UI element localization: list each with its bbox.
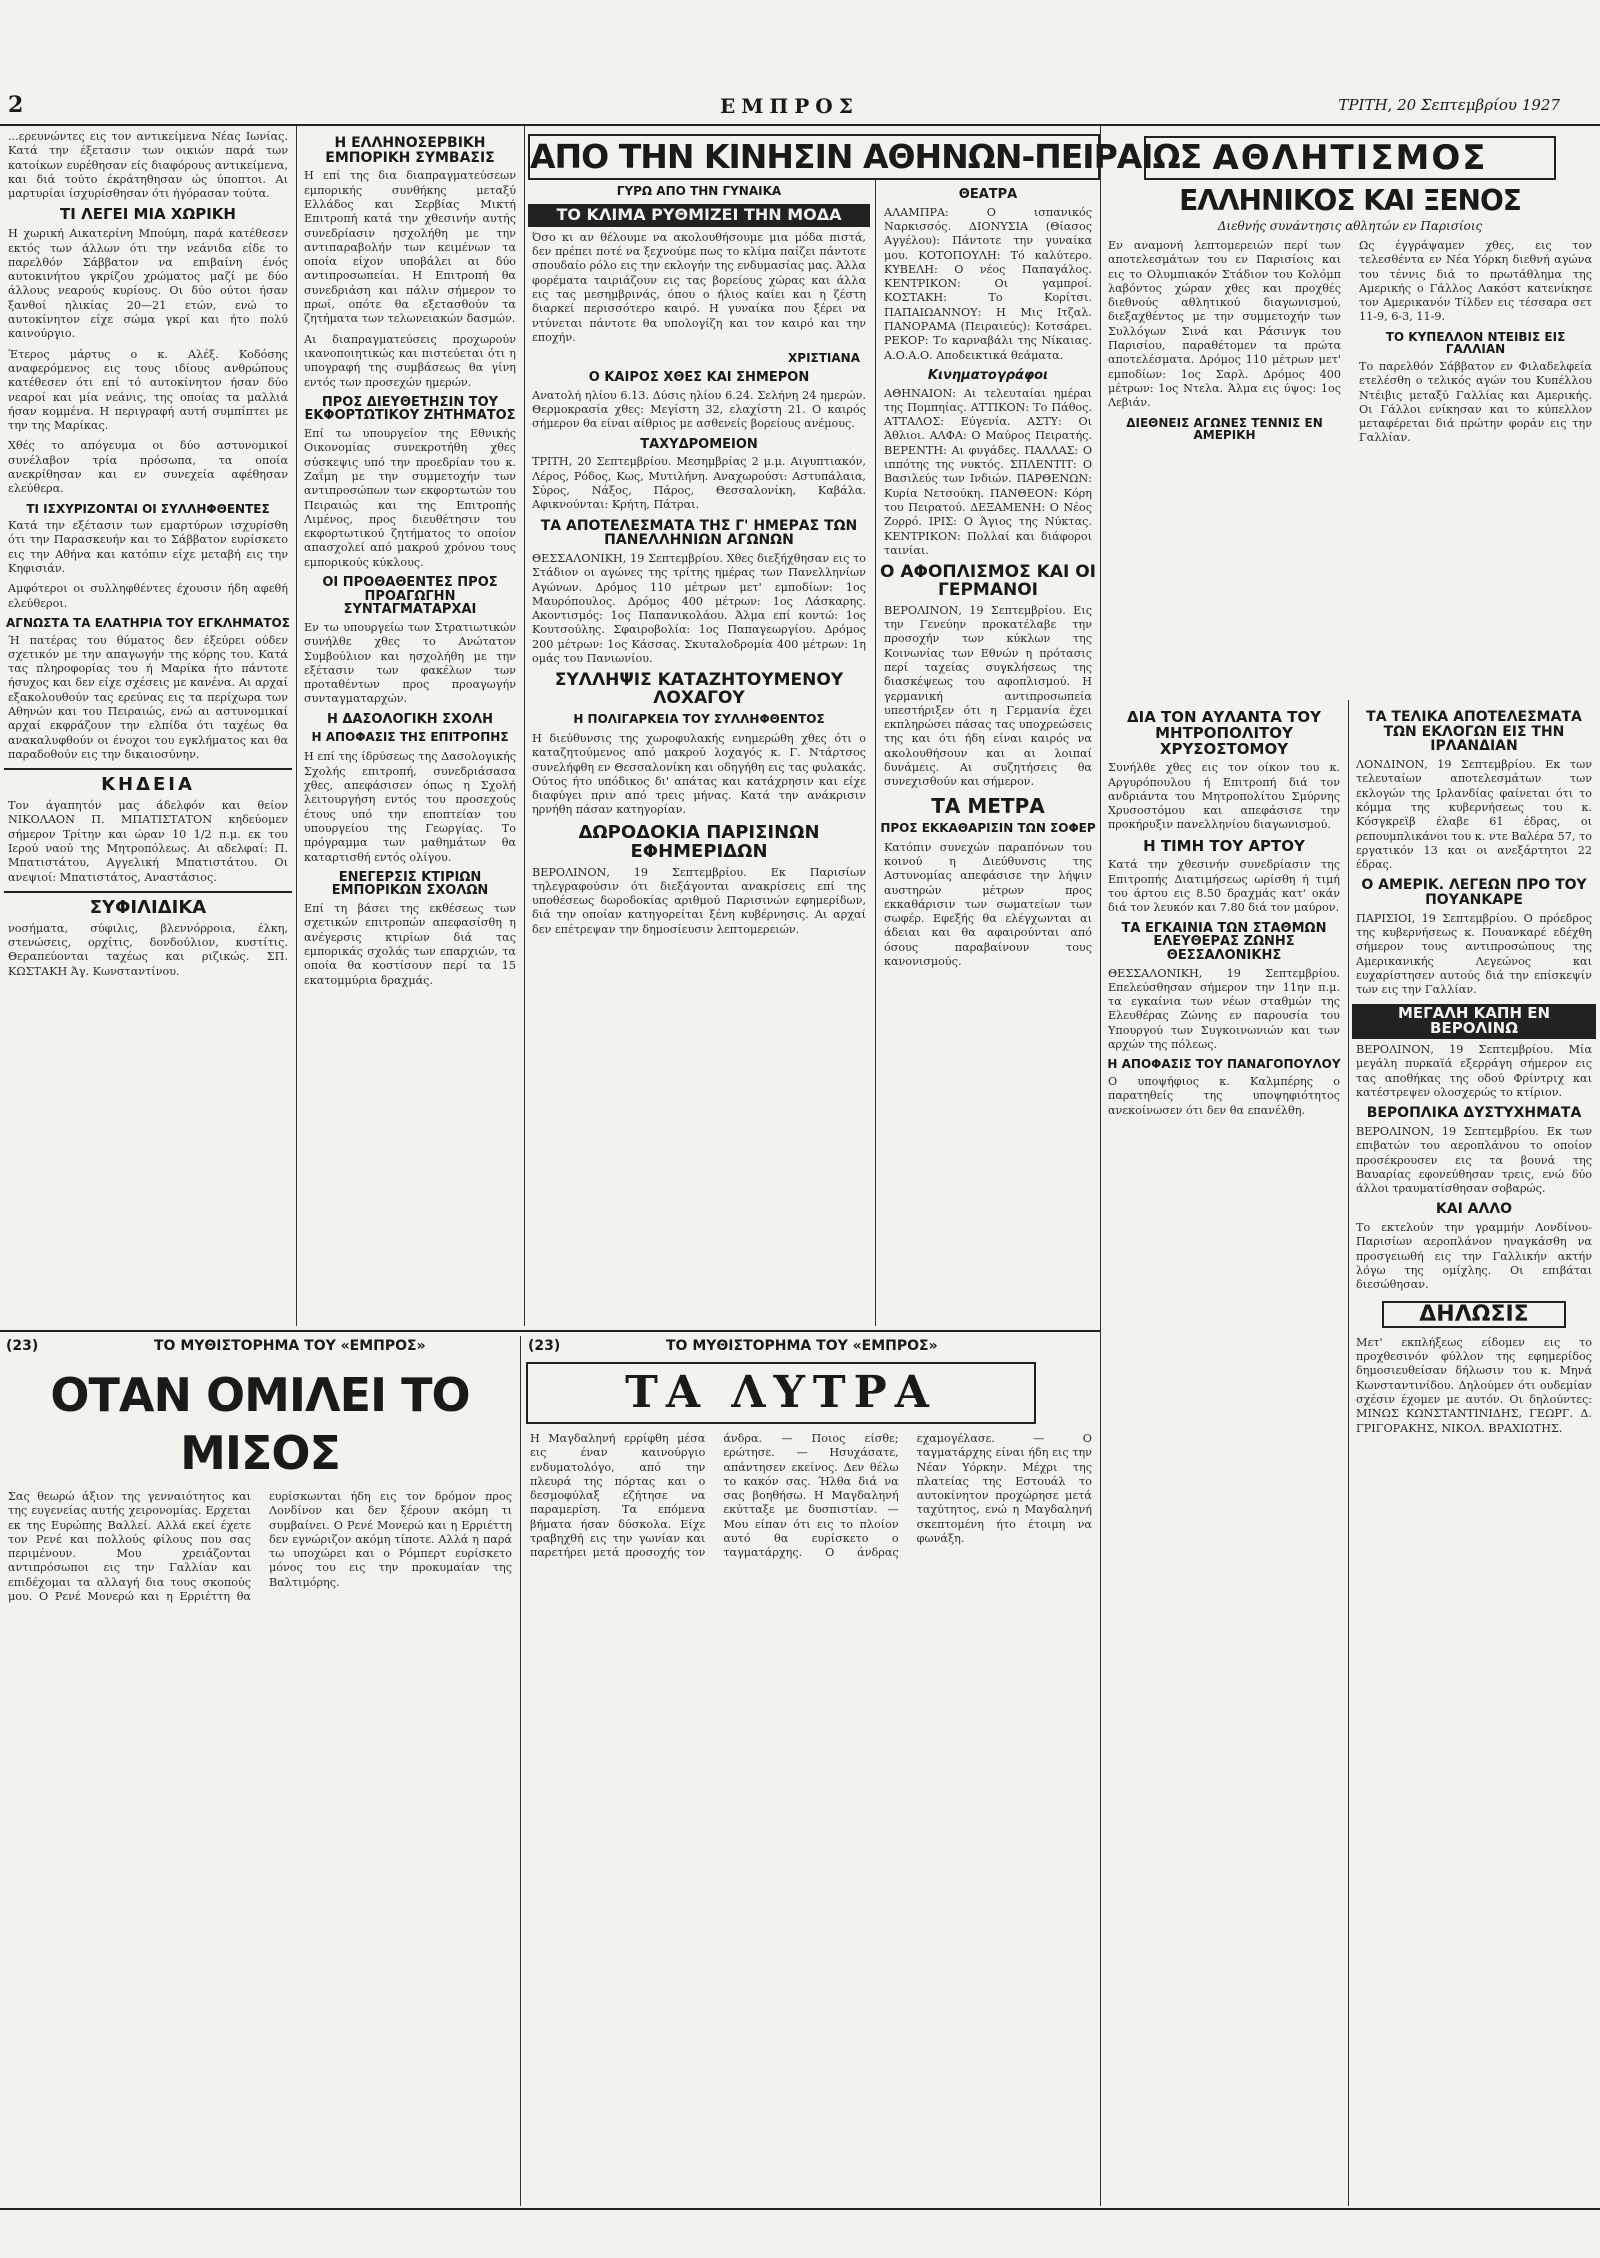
headline: Ο ΚΑΙΡΟΣ ΧΘΕΣ ΚΑΙ ΣΗΜΕΡΟΝ — [588, 370, 810, 386]
issue-date: ΤΡΙΤΗ, 20 Σεπτεμβρίου 1927 — [1338, 96, 1560, 114]
column-2 — [300, 130, 520, 1326]
page-number: 2 — [8, 92, 24, 118]
article-text: Όσο κι αν θέλουμε να ακολουθήσουμε μια μόδα πιστά, δεν πρέπει ποτέ να ξεχνούμε πως το κλίμα παίζει πάντοτε σπουδαίο ρόλο εις την εκλογήν της ενδυμασίας μας. Άλλα φορέματα ταιριάζουν εις τας βορείους χώρας και άλλα εις τας μεσημβρινάς, όπου ο ήλιος καίει και η ζέστη διαρκεί περισσότερο καιρό. Η γυναίκα που ξέρει να ντύνεται πάντοτε θα υπολογίζη και τον καιρό και την εποχήν. — [532, 230, 866, 344]
article-text: Επί τω υπουργείον της Εθνικής Οικονομίας συνεκροτήθη χθες σύσκεψις υπό την προεδρίαν του κ. Ζαΐμη με την συμμετοχήν των αντιπροσώπων των εκφορτωτών του Πειραιώς και της Επιτροπής Λιμένος, προς διευθέτησιν του εκφορτωτικού ζητήματος το οποίον απασχολεί από μακρού χρόνου τους εμπορικούς κύκλους. — [304, 427, 516, 569]
headline: Η ΤΙΜΗ ΤΟΥ ΑΡΤΟΥ — [1143, 836, 1305, 855]
article-text: Ο υποψήφιος κ. Καλμπέρης ο παρατηθείς της υποψηφιότητος ανεκοίνωσεν ότι δεν θα επανέλθη. — [1108, 1074, 1340, 1117]
headline: ΔΙΕΘΝΕΙΣ ΑΓΩΝΕΣ ΤΕΝΝΙΣ ΕΝ ΑΜΕΡΙΚΗ — [1126, 415, 1323, 443]
advert-text: νοσήματα, σύφιλις, βλεννόρροια, έλκη, στενώσεις, ορχίτις, δονδούλιον, κυστίτις. Θεραπεύονται ταχέως και ριζικώς. ΣΠ. ΚΩΣΤΑΚΗ Άγ. Κωνσταντίνου. — [8, 921, 288, 978]
article-text: Το παρελθόν Σάββατον εν Φιλαδελφεία ετελέσθη ο τελικός αγών του Κυπέλλου Ντέιβις μεταξύ Γαλλίας και Αμερικής. Οι Γάλλοι ενίκησαν και το κύπελλον μεταφέρεται διά πρώτην φοράν εις την Γαλλίαν. — [1359, 359, 1592, 445]
headline: ΟΙ ΠΡΟΘΑΘΕΝΤΕΣ ΠΡΟΣ ΠΡΟΑΓΩΓΗΝ ΣΥΝΤΑΓΜΑΤΑΡΧΑΙ — [322, 575, 498, 618]
listing-text: ΑΘΗΝΑΙΟΝ: Αι τελευταίαι ημέραι της Πομπηίας. ΑΤΤΙΚΟΝ: Το Πάθος. ΑΤΤΑΛΟΣ: Εύγενία. ΑΣΤΥ: Οι Άθλιοι. ΑΛΦΑ: Ο Μαύρος Πειρατής. ΒΕΡΕΝΤΗ: Αι φυγάδες. ΠΑΛΛΑΣ: Ο ιππότης της νυκτός. ΣΠΛΕΝΤΙΤ: Ο Βασιλεύς των Ινδιών. ΠΑΡΘΕΝΩΝ: Κυρία Νετσούκη. ΠΑΝΘΕΟΝ: Κόρη του Πειρατού. ΔΕΞΑΜΕΝΗ: Ο Νέος Ζορρό. ΙΡΙΣ: Ο Άγιος της Νύκτας. ΚΕΝΤΡΙΚΟΝ: Πολλαί και διάφοροι ταινίαι. — [884, 386, 1092, 557]
subheadline: Η ΠΟΛΙΓΑΡΚΕΙΑ ΤΟΥ ΣΥΛΛΗΦΘΕΝΤΟΣ — [573, 711, 825, 726]
serial-label: ΤΟ ΜΥΘΙΣΤΟΡΗΜΑ ΤΟΥ «ΕΜΠΡΟΣ» — [154, 1338, 426, 1354]
funeral-notice-text: Τον άγαπητόν μας άδελφόν και θείον ΝΙΚΟΛΑΟΝ Π. ΜΠΑΤΙΣΤΑΤΟΝ κηδεύομεν σήμερον Τρίτην και ώραν 10 1/2 π.μ. εκ του Ιερού ναού της Μητροπόλεως. Αι αδελφαί: Π. Μπατιστάτου, Αγγελική Μπατιστάτου. Οι ανεψιοί: Μπατιστάτος, Αναστάσιος. — [8, 799, 288, 884]
footer-rule — [0, 2208, 1600, 2210]
headline: ΜΕΓΑΛΗ ΚΑΠΗ ΕΝ ΒΕΡΟΛΙΝΩ — [1352, 1004, 1596, 1040]
article-text: ΒΕΡΟΛΙΝΟΝ, 19 Σεπτεμβρίου. Εις την Γενεύην προκατέλαβε την προσοχήν των κύκλων της Κοινωνίας των Εθνών η πρότασις περί ταχείας συγκλήσεως της διασκέψεως του αφοπλισμού. Η γερμανική αντιπροσωπεία υπεστήριξεν ότι η Γερμανία έχει εκπληρώσει πάσας τας υποχρεώσεις της και ότι ήδη είναι καιρός να ακολουθήσουν και αι λοιπαί δυνάμεις. Αι συζητήσεις θα συνεχισθούν και σήμερον. — [884, 603, 1092, 789]
article-text: ΒΕΡΟΛΙΝΟΝ, 19 Σεπτεμβρίου. Εκ Παρισίων τηλεγραφούσιν ότι διεξάγονται ανακρίσεις επί της υποθέσεως δωροδοκίας αριθμού Παρισινών εφημερίδων, διά την οποίαν κατηγορείται ξένη κυβέρνησις. Αι αρχαί δεν επέτρεψαν την δημοσίευσιν λεπτομερειών. — [532, 865, 866, 936]
article-text: ΛΟΝΔΙΝΟΝ, 19 Σεπτεμβρίου. Εκ των τελευταίων αποτελεσμάτων των εκλογών της Ιρλανδίας φαίνεται ότι το κόμμα της κυβερνήσεως του κ. Κόσγκρεϊβ έλαβε 61 έδρας, οι ρεπουμπλικάνοι του κ. ντε Βαλέρα 57, το εργατικόν 13 και οι ανεξάρτητοι 22 έδρας. — [1356, 758, 1592, 872]
advert-title: ΣΥΦΙΛΙΔΙΚΑ — [89, 896, 207, 918]
sports-title: ΑΘΛΗΤΙΣΜΟΣ — [1144, 136, 1556, 180]
column-3 — [528, 182, 870, 1326]
section-label: ΓΥΡΩ ΑΠΟ ΤΗΝ ΓΥΝΑΙΚΑ — [616, 184, 782, 198]
column-6 — [1352, 704, 1596, 2204]
column-rule — [1100, 126, 1101, 2206]
article-text: Επί τη βάσει της εκθέσεως των σχετικών επιτροπών απεφασίσθη η ανέγερσις κτιρίων διά τας εμπορικάς σχολάς των επαρχιών, τα οποία θα κοστίσουν περί τα 15 εκατομμύρια δραχμάς. — [304, 902, 516, 987]
column-5 — [1104, 704, 1344, 1824]
headline: ΔΙΑ ΤΟΝ ΑΥΛΑΝΤΑ ΤΟΥ ΜΗΤΡΟΠΟΛΙΤΟΥ ΧΡΥΣΟΣΤΟΜΟΥ — [1127, 708, 1321, 758]
serial-title: ΟΤΑΝ ΟΜΙΛΕΙ ΤΟ ΜΙΣΟΣ — [50, 1368, 470, 1480]
sports-lead: Διεθνής συνάντησις αθλητών εν Παρισίοις — [1217, 219, 1483, 233]
article-text: Εν τω υπουργείω των Στρατιωτικών συνήλθε χθες το Ανώτατον Συμβούλιον και ησχολήθη με την εξέτασιν των φακέλων των προταθέντων προς προαγωγήν συνταγματαρχών. — [304, 621, 516, 706]
article-text: ...ερευνώντες εις τον αντικείμενα Νέας Ιωνίας. Κατά την έξετασιν των οικιών παρά των κατοίκων ευρέθησαν είς διαφόρους αντικείμενα, και διά τούτο έκράτηθησαν ώς ύποπτοι. Αι μαρτυρίαι ίσχυρίσθησαν ότι ήγόρασαν τούτα. — [8, 130, 288, 201]
sports-section — [1104, 130, 1596, 700]
article-text: Μετ' εκπλήξεως είδομεν εις το προχθεσινόν φύλλον της εφημερίδος δημοσιευθείσαν δήλωσιν του κ. Μηνά Κωνσταντινίδου. Δηλούμεν ότι ουδεμίαν σχέσιν έχομεν με αυτόν. Οι δηλούντες: ΜΙΝΩΣ ΚΩΝΣΤΑΝΤΙΝΙΔΗΣ, ΓΕΩΡΓ. Δ. ΓΡΙΓΟΡΑΚΗΣ, ΝΙΚΟΛ. ΒΡΑΧΙΩΤΗΣ. — [1356, 1335, 1592, 1435]
article-text: Συνήλθε χθες εις τον οίκον του κ. Αργυρόπουλου ή Επιτροπή διά τον ανδριάντα του Μητροπολίτου Σμύρνης Χρυσοστόμου και απεφάσισε την προκήρυξιν πανελληνίου διαγωνισμού. — [1108, 761, 1340, 832]
article-text: Κατά την εξέτασιν των εμαρτύρων ισχυρίσθη ότι την Παρασκευήν και το Σάββατον ευρίσκετο εις την Αθήνα και κατόπιν είχε μεταβή εις την Κηφισιάν. — [8, 519, 288, 576]
headline: Ο ΑΜΕΡΙΚ. ΛΕΓΕΩΝ ΠΡΟ ΤΟΥ ΠΟΥΑΝΚΑΡΕ — [1361, 877, 1587, 909]
headline: ΤΟ ΚΥΠΕΛΛΟΝ ΝΤΕΙΒΙΣ ΕΙΣ ΓΑΛΛΙΑΝ — [1385, 329, 1566, 357]
article-text: Αι διαπραγματεύσεις προχωρούν ικανοποιητικώς και πιστεύεται ότι η υπογραφή της συμβάσεως θα γίνη εντός των προσεχών ημερών. — [304, 332, 516, 389]
page-header — [0, 92, 1600, 122]
column-rule — [1348, 700, 1349, 2206]
headline: Η ΑΠΟΦΑΣΙΣ ΤΟΥ ΠΑΝΑΓΟΠΟΥΛΟΥ — [1107, 1057, 1341, 1072]
subheadline: ΠΡΟΣ ΕΚΚΑΘΑΡΙΣΙΝ ΤΩΝ ΣΟΦΕΡ — [880, 820, 1096, 835]
article-text: Κατά την χθεσινήν συνεδρίασιν της Επιτροπής Διατιμήσεως ωρίσθη ή τιμή του άρτου εις 8.50 δραχμάς κατ' οκάν διά τον λευκόν και 7.80 διά τον μαύρον. — [1108, 858, 1340, 915]
serial-text: Σας θεωρώ άξιον της γενναιότητος και της ευγενείας αυτής χειρονομίας. Ερχεται εκ της Ευρώπης Βαλλεί. Αλλά εκεί έχετε τον Ρενέ και πολλούς φίλους που σας περιμένουν. Μου χρειάζονται αντιπρόσωποι εις την Γαλλίαν και επιδέχομαι τα αλλαγή δια τους σκοπούς μου. Ο Ρενέ Μονερώ και η Ερριέττη θα ευρίσκωνται ήδη εις τον δρόμον προς Λονδίνον και δεν ξέρουν ακόμη τι συμβαίνει. Ο Ρενέ Μονερώ και η Ερριέττη δεν εγνώριζον ακόμη τίποτε. Αλλά η παρά τω υποχώρει και ο Ρόμπερτ ευρίσκετο μόνος του εις την προκυμαίαν της Βαλτιμόρης. — [8, 1490, 512, 1604]
headline: ΤΙ ΛΕΓΕΙ ΜΙΑ ΧΩΡΙΚΗ — [60, 205, 236, 224]
column-rule — [524, 126, 525, 1326]
article-text: Η επί της ίδρύσεως της Δασολογικής Σχολής επιτροπή, συνεδριάσασα χθες, απεφάσισεν όπως η Σχολή λειτουργήση εντός του προσεχούς έτους υπό την εποπτείαν του υπουργείου της Γεωργίας. Το πρόγραμμα των μαθημάτων θα καταρτισθή εντός ολίγου. — [304, 750, 516, 864]
section-banner — [528, 134, 1202, 180]
article-text: ΒΕΡΟΛΙΝΟΝ, 19 Σεπτεμβρίου. Μία μεγάλη πυρκαϊά εξερράγη σήμερον εις τας αποθήκας της οδού Φρίντριχ και κατέστρεψεν ολοσχερώς το κτίριον. — [1356, 1043, 1592, 1099]
byline: ΧΡΙΣΤΙΑΝΑ — [788, 351, 860, 366]
serial-text: Η Μαγδαληνή ερρίφθη μέσα εις έναν καινούργιο ενδυματολόγο, από την πλευρά της πόρτας και ο δεσμοφύλαξ εζήτησε να παραμερίση. Τα επόμενα βήματα ήσαν δύσκολα. Είχε τραβηχθή εις την γωνίαν και παρετήρει μετά προσοχής τον άνδρα. — Ποιος είσθε; ερώτησε. — Ησυχάσατε, απάντησεν εκείνος. Δεν θέλω το κακόν σας. Ήλθα διά να σας βοηθήσω. Η Μαγδαληνή εκύτταξε με δυσπιστίαν. — Μου είπαν ότι εις το πλοίον αυτό θα ευρίσκετο ο ταγματάρχης. Ο άνδρας εχαμογέλασε. — Ο ταγματάρχης είναι ήδη εις την Νέαν Υόρκην. Μέχρι της πλατείας της Εστουάλ το αυτοκίνητον προχώρησε μετά ταχύτητος, ενώ η Μαγδαληνή σκεπτομένη ήτο έτοιμη να φωνάξη. — [530, 1432, 1092, 1560]
headline: ΤΑ ΜΕΤΡΑ — [931, 793, 1045, 818]
headline: ΤΑ ΤΕΛΙΚΑ ΑΠΟΤΕΛΕΣΜΑΤΑ ΤΩΝ ΕΚΛΟΓΩΝ ΕΙΣ ΤΗΝ ΙΡΛΑΝΔΙΑΝ — [1366, 709, 1582, 755]
banner-title: ΑΠΟ ΤΗΝ ΚΙΝΗΣΙΝ ΑΘΗΝΩΝ-ΠΕΙΡΑΙΩΣ — [530, 137, 1202, 176]
article-text: ΤΡΙΤΗ, 20 Σεπτεμβρίου. Μεσημβρίας 2 μ.μ. Αιγυπτιακόν, Λέρος, Ρόδος, Κως, Μυτιλήνη. Αναχωρούσι: Αστυπάλαια, Σύρος, Νάξος, Πάρος, Θεσσαλονίκη, Καβάλα. Αφικνούνται: Κρήτη, Πάτραι. — [532, 455, 866, 512]
column-rule — [875, 180, 876, 1326]
article-text: Η επί της δια διαπραγματεύσεων εμπορικής συνθήκης μεταξύ Ελλάδος και Σερβίας Μικτή Επιτροπή κατά την χθεσινήν αυτής συνεδρίασιν ησχολήθη με την αντιπαραβολήν των κειμένων τα οποία είχον υποβάλει αι δύο αντιπροσωπείαι. Η Επιτροπή θα συνεδριάση και πάλιν σήμερον το πρωί, οπότε θα εξετασθούν τα ζητήματα των τελωνειακών δασμών. — [304, 169, 516, 326]
headline: Κινηματογράφοι — [927, 367, 1049, 383]
article-text: Χθές το απόγευμα οι δύο αστυνομικοί συνέλαβον τρία πρόσωπα, τα οποία ανεκρίθησαν και εν συνεχεία αφέθησαν ελεύθερα. — [8, 439, 288, 496]
article-text: ΒΕΡΟΛΙΝΟΝ, 19 Σεπτεμβρίου. Εκ των επιβατών του αεροπλάνου το οποίον προσέκρουσεν εις τα βουνά της Βαυαρίας εφονεύθησαν τρεις, ενώ δύο άλλοι τραυματίσθησαν σοβαρώς. — [1356, 1124, 1592, 1196]
serial-label: ΤΟ ΜΥΘΙΣΤΟΡΗΜΑ ΤΟΥ «ΕΜΠΡΟΣ» — [666, 1338, 938, 1354]
serial-number: (23) — [6, 1338, 39, 1354]
serial-novel-1 — [4, 1336, 516, 2206]
headline: ΠΡΟΣ ΔΙΕΥΘΕΤΗΣΙΝ ΤΟΥ ΕΚΦΟΡΤΩΤΙΚΟΥ ΖΗΤΗΜΑΤΟΣ — [304, 394, 516, 424]
article-text: Το εκτελούν την γραμμήν Λονδίνου-Παρισίων αεροπλάνον ηναγκάσθη να προσγειωθή εις την Γαλλικήν ακτήν λόγω της ομίχλης. Οι επιβάται διεσώθησαν. — [1356, 1221, 1592, 1292]
headline: ΒΕΡΟΠΛΙΚΑ ΔΥΣΤΥΧΗΜΑΤΑ — [1366, 1105, 1582, 1122]
article-text: Ή πατέρας του θύματος δεν έξεύρει ούδεν σχετικόν με την απαγωγήν της κόρης του. Κατά τας πληροφορίας του ή Μαρίκα ήτο πάντοτε ήσυχος και δεν είχε σχέσεις με κανένα. Αι αρχαί εξακολουθούν τας ερεύνας εις τα περίχωρα των Αθηνών και του Πειραιώς, ενώ αι αστυνομικαί αρχαί εκφράζουν την ελπίδα ότι ταχέως θα ανακαλυφθούν οι ένοχοι του εγκλήματος και θα παραδοθούν εις την δικαιοσύνην. — [8, 633, 288, 761]
article-text: Αμφότεροι οι συλληφθέντες έχουσιν ήδη αφεθή ελεύθεροι. — [8, 582, 288, 610]
article-text: Έτερος μάρτυς ο κ. Αλέξ. Κοδόσης αναφερόμενος εις τους ιδίους ανθρώπους κατέθεσεν ότι επί τό αυτοκίνητον ήσαν δύο νεαροί και μία νεάνις, της οποίας τα μαλλιά ήσαν κομμένα. Η περιγραφή αυτή συμπίπτει με την της Μαρίκας. — [8, 347, 288, 433]
article-text: ΘΕΣΣΑΛΟΝΙΚΗ, 19 Σεπτεμβρίου. Χθες διεξήχθησαν εις το Στάδιον οι αγώνες της τρίτης ημέρας των Πανελληνίων Αγώνων. Δρόμος 110 μέτρων μετ' εμποδίων: 1ος Μαυρόπουλος. Δρόμος 400 μέτρων: 1ος Λάσκαρης. Ακοντισμός: 1ος Παπανικολάου. Άλμα επί κοντώ: 1ος Κουτσούλης. Σφαιροβολία: 1ος Παπαγεωργίου. Δρόμος 200 μέτρων: 1ος Κάσσας. Σκυταλοδρομία 400 μέτρων: 1η ομάς του Πανιωνίου. — [532, 551, 866, 665]
article-text: Η χωρική Αικατερίνη Μπούμη, παρά κατέθεσεν εκτός των άλλων ότι την νεάνιδα είδε το παρελθόν Σάββατον να επιβαίνη ένός αυτοκινήτου γκρίζου χρώματος μαζί με δύο άλλους νεαρούς κυρίους. Οι δύο ούτοι ήσαν ξανθοί ηλικίας 20—21 ετών, ενώ το αυτοκίνητον είχε σώμα γκρί και ήτο πολύ καινούργιο. — [8, 227, 288, 341]
article-text: Η διεύθυνσις της χωροφυλακής ενημερώθη χθες ότι ο καταζητούμενος από μακρού λοχαγός κ. Γ. Ντάρτσος συνελήφθη εν Θεσσαλονίκη και οδηγήθη εις τας φυλακάς. Ούτος ήτο υπόδικος δι' απάτας και κατάχρησιν και είχε διαφύγει πριν από τρεις μήνας. Κατά την ανάκρισιν ηρνήθη πάσαν κατηγορίαν. — [532, 731, 866, 817]
headline: ΤΑ ΑΠΟΤΕΛΕΣΜΑΤΑ ΤΗΣ Γ' ΗΜΕΡΑΣ ΤΩΝ ΠΑΝΕΛΛΗΝΙΩΝ ΑΓΩΝΩΝ — [540, 517, 858, 549]
column-rule — [296, 126, 297, 1326]
article-text: ΘΕΣΣΑΛΟΝΙΚΗ, 19 Σεπτεμβρίου. Επελεύσθησαν σήμερον την 11ην π.μ. τα εγκαίνια των νέων σταθμών της Ελευθέρας Ζώνης εν παρουσία του Υπουργού των Συγκοινωνιών και των αρχών της πόλεως. — [1108, 966, 1340, 1052]
headline: ΤΑΧΥΔΡΟΜΕΙΟΝ — [640, 436, 758, 452]
headline: ΤΑ ΕΓΚΑΙΝΙΑ ΤΩΝ ΣΤΑΘΜΩΝ ΕΛΕΥΘΕΡΑΣ ΖΩΝΗΣ ΘΕΣΣΑΛΟΝΙΚΗΣ — [1121, 920, 1327, 963]
article-text: ΠΑΡΙΣΙΟΙ, 19 Σεπτεμβρίου. Ο πρόεδρος της κυβερνήσεως κ. Πουανκαρέ εδέχθη σήμερον τους αντιπροσώπους της Αμερικανικής Λεγεώνος και ευχαρίστησεν αυτούς διά την επίσκεψίν των εις την Γαλλίαν. — [1356, 911, 1592, 997]
sports-subtitle: ΕΛΛΗΝΙΚΟΣ ΚΑΙ ΞΕΝΟΣ — [1179, 184, 1521, 217]
serial-novel-2 — [526, 1336, 1096, 2206]
header-rule — [0, 124, 1600, 126]
headline: ΘΕΑΤΡΑ — [958, 187, 1018, 202]
column-rule — [520, 1336, 521, 2206]
serial-rule — [0, 1330, 1100, 1332]
headline: ΚΑΙ ΑΛΛΟ — [1435, 1201, 1513, 1218]
funeral-notice-title: ΚΗΔΕΙΑ — [101, 774, 195, 796]
listing-text: ΑΛΑΜΠΡΑ: Ο ισπανικός Ναρκισσός. ΔΙΟΝΥΣΙΑ (Θίασος Αγγέλου): Πάντοτε την γυναίκα μου. ΚΟΤΟΠΟΥΛΗ: Τό καλύτερο. ΚΥΒΕΛΗ: Ο νέος Παπαγάλος. ΚΕΝΤΡΙΚΟΝ: Οι γαμπροί. ΚΟΣΤΑΚΗ: Το Κορίτσι. ΠΑΠΑΙΩΑΝΝΟΥ: Η Μις Ιτζαλ. ΠΑΝΟΡΑΜΑ (Πειραιεύς): Κοτσάρει. ΡΕΚΟΡ: Το καρναβάλι της Νίκαιας. Α.Ο.Α.Ο. Αποδεικτικά θεάματα. — [884, 205, 1092, 362]
serial-title: ΤΑ ΛΥΤΡΑ — [625, 1367, 937, 1418]
column-4 — [880, 182, 1096, 1326]
headline: ΤΟ ΚΛΙΜΑ ΡΥΘΜΙΖΕΙ ΤΗΝ ΜΟΔΑ — [528, 204, 870, 227]
serial-number: (23) — [528, 1338, 561, 1354]
headline: Η ΕΛΛΗΝΟΣΕΡΒΙΚΗ ΕΜΠΟΡΙΚΗ ΣΥΜΒΑΣΙΣ — [325, 135, 495, 166]
headline: ΕΝΕΓΕΡΣΙΣ ΚΤΙΡΙΩΝ ΕΜΠΟΡΙΚΩΝ ΣΧΟΛΩΝ — [331, 869, 489, 899]
article-text: Ως έγγράψαμεν χθες, εις τον τελεσθέντα εν Νέα Υόρκη διεθνή αγώνα του τέννις διά το πρωτάθλημα της Αμερικής ο Γάλλος Λακόστ κατενίκησε τον Αμερικανόν Τίλδεν εις τέσσαρα σετ 11-9, 6-3, 11-9. — [1359, 239, 1592, 324]
headline: ΔΩΡΟΔΟΚΙΑ ΠΑΡΙΣΙΝΩΝ ΕΦΗΜΕΡΙΔΩΝ — [578, 821, 820, 862]
headline: ΑΓΝΩΣΤΑ ΤΑ ΕΛΑΤΗΡΙΑ ΤΟΥ ΕΓΚΛΗΜΑΤΟΣ — [6, 615, 290, 630]
masthead: ΕΜΠΡΟΣ — [720, 94, 859, 118]
article-text: Εν αναμονή λεπτομερειών περί των αποτελεσμάτων του εν Παρισίοις και εις το Ολυμπιακόν Στάδιον του Κολόμπ λαβόντος χώραν χθες και προχθές διεθνούς αθλητικού διαγωνισμού, διεξαχθέντος με την συμμετοχήν των Συλλόγων Σινά και Ράσινγκ του Παρισίου, παραθέτομεν τα πρώτα αποτελέσματα. Δρόμος 110 μέτρων μετ' εμποδίων: 1ος Σαρλ. Δρόμος 400 μέτρων: 1ος Ντελα. Άλμα εις ύψος: 1ος Λεβιάν. — [1108, 239, 1341, 410]
headline: ΔΗΛΩΣΙΣ — [1382, 1301, 1566, 1328]
headline: Η ΔΑΣΟΛΟΓΙΚΗ ΣΧΟΛΗ — [326, 711, 494, 727]
headline: ΤΙ ΙΣΧΥΡΙΖΟΝΤΑΙ ΟΙ ΣΥΛΛΗΦΘΕΝΤΕΣ — [26, 501, 270, 516]
article-text: Κατόπιν συνεχών παραπόνων του κοινού η Διεύθυνσις της Αστυνομίας απεφάσισε την λήψιν αυστηρών μέτρων προς εκκαθάρισιν των σωματείων των σωφέρ. Εφεξής θα ελέγχωνται αι άδειαι και θα αφαιρούνται από όσους παραβαίνουν τους κανονισμούς. — [884, 840, 1092, 969]
headline: ΣΥΛΛΗΨΙΣ ΚΑΤΑΖΗΤΟΥΜΕΝΟΥ ΛΟΧΑΓΟΥ — [554, 670, 844, 709]
column-1 — [4, 130, 292, 1326]
headline: Ο ΑΦΟΠΛΙΣΜΟΣ ΚΑΙ ΟΙ ΓΕΡΜΑΝΟΙ — [880, 562, 1097, 600]
subheadline: Η ΑΠΟΦΑΣΙΣ ΤΗΣ ΕΠΙΤΡΟΠΗΣ — [311, 730, 509, 745]
article-text: Ανατολή ηλίου 6.13. Δύσις ηλίου 6.24. Σελήνη 24 ημερών. Θερμοκρασία χθες: Μεγίστη 32, ελαχίστη 21. Ο καιρός σήμερον θα είναι αίθριος με ασθενείς βορείους ανέμους. — [532, 388, 866, 431]
